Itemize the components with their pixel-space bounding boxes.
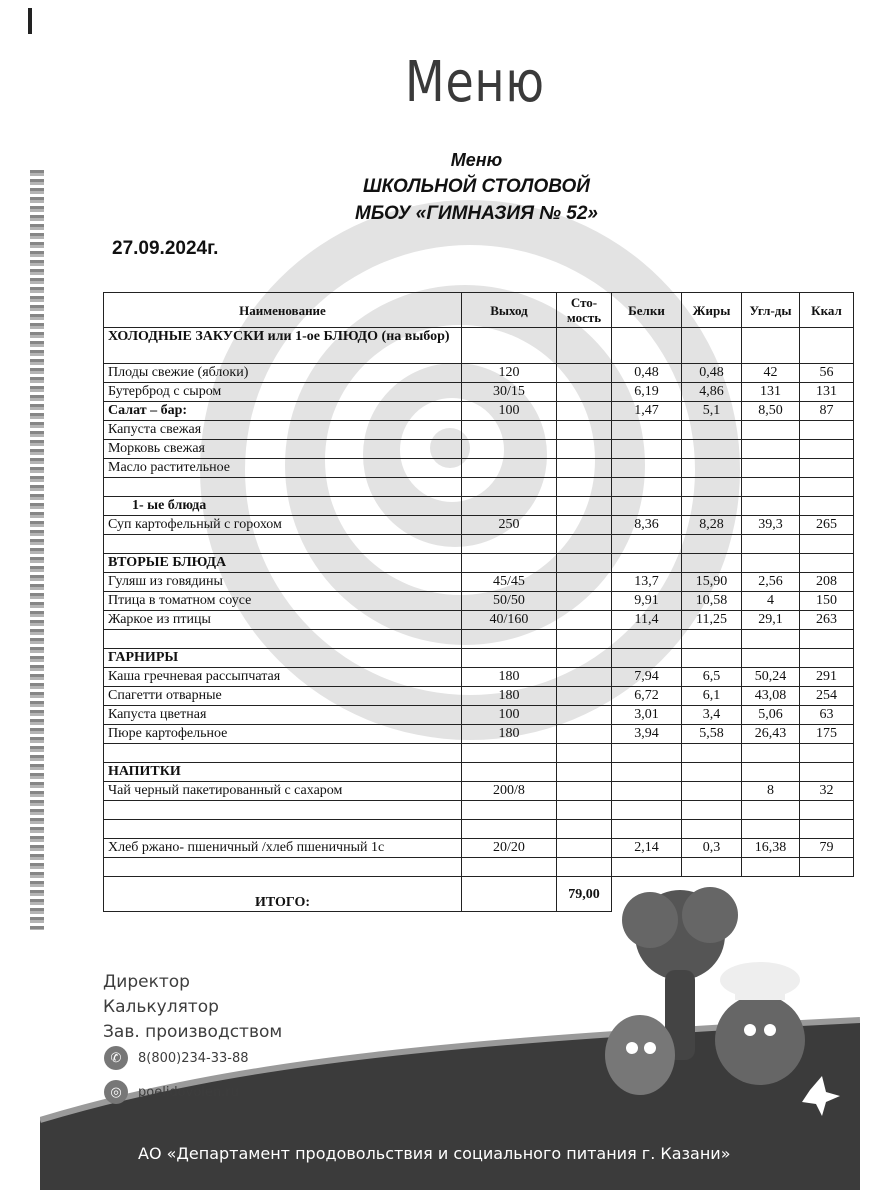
- value-cell: 11,25: [682, 611, 742, 630]
- value-cell: 5,1: [682, 402, 742, 421]
- value-cell: [682, 820, 742, 839]
- value-cell: [557, 459, 612, 478]
- value-cell: [557, 440, 612, 459]
- signature-block: [103, 970, 282, 1045]
- phone-contact: [104, 1046, 249, 1070]
- value-cell: [682, 421, 742, 440]
- dish-name: 1- ые блюда: [104, 497, 462, 516]
- value-cell: 5,58: [682, 725, 742, 744]
- dish-name: Масло растительное: [104, 459, 462, 478]
- value-cell: [557, 801, 612, 820]
- site-url: poelidovolen.ru: [138, 1084, 239, 1100]
- table-row: [104, 535, 854, 554]
- column-header: Ккал: [800, 293, 854, 328]
- value-cell: 40/160: [462, 611, 557, 630]
- dish-name: ХОЛОДНЫЕ ЗАКУСКИ или 1-ое БЛЮДО (на выбор): [104, 328, 462, 364]
- school-title: МБОУ «ГИМНАЗИЯ № 52»: [355, 203, 598, 224]
- value-cell: 4: [742, 592, 800, 611]
- value-cell: 16,38: [742, 839, 800, 858]
- value-cell: 13,7: [612, 573, 682, 592]
- dish-name: Жаркое из птицы: [104, 611, 462, 630]
- total-cost: 79,00: [557, 877, 612, 912]
- value-cell: [800, 820, 854, 839]
- value-cell: 15,90: [682, 573, 742, 592]
- value-cell: [557, 839, 612, 858]
- value-cell: [682, 801, 742, 820]
- value-cell: [557, 630, 612, 649]
- column-header: Белки: [612, 293, 682, 328]
- value-cell: [557, 725, 612, 744]
- phone-icon: ✆: [104, 1046, 128, 1070]
- value-cell: [462, 763, 557, 782]
- value-cell: [612, 440, 682, 459]
- value-cell: [612, 535, 682, 554]
- value-cell: [557, 668, 612, 687]
- value-cell: 45/45: [462, 573, 557, 592]
- table-row: [104, 839, 854, 858]
- value-cell: [682, 630, 742, 649]
- value-cell: [462, 630, 557, 649]
- vegetable-characters-illustration: [560, 880, 850, 1130]
- value-cell: 87: [800, 402, 854, 421]
- value-cell: 4,86: [682, 383, 742, 402]
- dish-name: ВТОРЫЕ БЛЮДА: [104, 554, 462, 573]
- value-cell: 180: [462, 687, 557, 706]
- column-header: Угл-ды: [742, 293, 800, 328]
- value-cell: [800, 744, 854, 763]
- value-cell: [557, 782, 612, 801]
- value-cell: 32: [800, 782, 854, 801]
- value-cell: [557, 687, 612, 706]
- value-cell: [800, 630, 854, 649]
- value-cell: 5,06: [742, 706, 800, 725]
- phone-number: 8(800)234-33-88: [138, 1050, 249, 1066]
- value-cell: 3,94: [612, 725, 682, 744]
- value-cell: 100: [462, 402, 557, 421]
- value-cell: [742, 535, 800, 554]
- value-cell: [462, 535, 557, 554]
- table-row: [104, 687, 854, 706]
- value-cell: [557, 328, 612, 364]
- value-cell: [612, 554, 682, 573]
- scan-edge-left: [30, 170, 44, 930]
- value-cell: [742, 744, 800, 763]
- value-cell: 50/50: [462, 592, 557, 611]
- value-cell: 120: [462, 364, 557, 383]
- table-row: [104, 592, 854, 611]
- value-cell: [612, 328, 682, 364]
- table-row: [104, 858, 854, 877]
- value-cell: [800, 554, 854, 573]
- dish-name: Пюре картофельное: [104, 725, 462, 744]
- column-header: Выход: [462, 293, 557, 328]
- value-cell: [742, 858, 800, 877]
- value-cell: [742, 820, 800, 839]
- value-cell: [800, 763, 854, 782]
- value-cell: [462, 478, 557, 497]
- value-cell: 150: [800, 592, 854, 611]
- value-cell: [800, 858, 854, 877]
- value-cell: 208: [800, 573, 854, 592]
- value-cell: [682, 554, 742, 573]
- value-cell: 79: [800, 839, 854, 858]
- dish-name: Каша гречневая рассыпчатая: [104, 668, 462, 687]
- value-cell: [462, 554, 557, 573]
- dish-name: [104, 630, 462, 649]
- value-cell: 8,50: [742, 402, 800, 421]
- dish-name: Морковь свежая: [104, 440, 462, 459]
- dish-name: Суп картофельный с горохом: [104, 516, 462, 535]
- value-cell: [742, 478, 800, 497]
- value-cell: [557, 383, 612, 402]
- value-cell: [682, 858, 742, 877]
- value-cell: [682, 782, 742, 801]
- dish-name: Плоды свежие (яблоки): [104, 364, 462, 383]
- value-cell: 30/15: [462, 383, 557, 402]
- dish-name: [104, 535, 462, 554]
- value-cell: [557, 744, 612, 763]
- value-cell: [557, 402, 612, 421]
- value-cell: [557, 820, 612, 839]
- value-cell: [682, 440, 742, 459]
- value-cell: [682, 478, 742, 497]
- menu-title: Меню: [450, 150, 503, 170]
- value-cell: [742, 801, 800, 820]
- value-cell: [800, 649, 854, 668]
- table-row: [104, 630, 854, 649]
- value-cell: [612, 630, 682, 649]
- value-cell: [682, 763, 742, 782]
- table-row: [104, 649, 854, 668]
- value-cell: [612, 782, 682, 801]
- value-cell: [612, 497, 682, 516]
- dish-name: Гуляш из говядины: [104, 573, 462, 592]
- value-cell: 0,48: [612, 364, 682, 383]
- table-row: [104, 801, 854, 820]
- table-row: [104, 440, 854, 459]
- value-cell: 20/20: [462, 839, 557, 858]
- value-cell: 100: [462, 706, 557, 725]
- table-row: [104, 421, 854, 440]
- value-cell: [612, 459, 682, 478]
- value-cell: [557, 763, 612, 782]
- value-cell: [800, 801, 854, 820]
- table-row: [104, 725, 854, 744]
- value-cell: 43,08: [742, 687, 800, 706]
- dish-name: [104, 858, 462, 877]
- value-cell: [557, 706, 612, 725]
- canteen-title: ШКОЛЬНОЙ СТОЛОВОЙ: [363, 176, 590, 197]
- value-cell: 175: [800, 725, 854, 744]
- value-cell: 50,24: [742, 668, 800, 687]
- value-cell: [612, 763, 682, 782]
- value-cell: [800, 421, 854, 440]
- value-cell: [742, 763, 800, 782]
- table-row: [104, 763, 854, 782]
- dish-name: [104, 820, 462, 839]
- table-row: [104, 573, 854, 592]
- table-row: [104, 611, 854, 630]
- signature-calculator: Калькулятор: [103, 997, 219, 1017]
- value-cell: [557, 421, 612, 440]
- dish-name: Салат – бар:: [104, 402, 462, 421]
- value-cell: [742, 497, 800, 516]
- value-cell: 3,4: [682, 706, 742, 725]
- value-cell: 39,3: [742, 516, 800, 535]
- value-cell: [557, 554, 612, 573]
- value-cell: [557, 497, 612, 516]
- value-cell: 265: [800, 516, 854, 535]
- value-cell: 8,36: [612, 516, 682, 535]
- value-cell: [462, 801, 557, 820]
- value-cell: 11,4: [612, 611, 682, 630]
- dish-name: Спагетти отварные: [104, 687, 462, 706]
- value-cell: 6,19: [612, 383, 682, 402]
- dish-name: Капуста свежая: [104, 421, 462, 440]
- value-cell: 26,43: [742, 725, 800, 744]
- value-cell: 8: [742, 782, 800, 801]
- table-row: [104, 459, 854, 478]
- value-cell: 263: [800, 611, 854, 630]
- value-cell: [742, 328, 800, 364]
- table-row: [104, 402, 854, 421]
- value-cell: [612, 801, 682, 820]
- value-cell: [612, 649, 682, 668]
- value-cell: [742, 440, 800, 459]
- value-cell: [557, 364, 612, 383]
- footer-company: АО «Департамент продовольствия и социального питания г. Казани»: [138, 1144, 731, 1163]
- value-cell: [462, 440, 557, 459]
- table-row: [104, 478, 854, 497]
- value-cell: [462, 459, 557, 478]
- dish-name: Птица в томатном соусе: [104, 592, 462, 611]
- value-cell: 180: [462, 725, 557, 744]
- value-cell: [742, 630, 800, 649]
- value-cell: 10,58: [682, 592, 742, 611]
- table-row: [104, 364, 854, 383]
- value-cell: [557, 592, 612, 611]
- value-cell: [742, 649, 800, 668]
- dish-name: [104, 801, 462, 820]
- value-cell: [557, 611, 612, 630]
- value-cell: [557, 516, 612, 535]
- value-cell: [800, 497, 854, 516]
- table-row: [104, 328, 854, 364]
- value-cell: [682, 328, 742, 364]
- value-cell: 180: [462, 668, 557, 687]
- value-cell: 131: [800, 383, 854, 402]
- column-header: Наименование: [104, 293, 462, 328]
- dish-name: Чай черный пакетированный с сахаром: [104, 782, 462, 801]
- dish-name: ГАРНИРЫ: [104, 649, 462, 668]
- value-cell: [800, 459, 854, 478]
- dish-name: Бутерброд с сыром: [104, 383, 462, 402]
- value-cell: [612, 478, 682, 497]
- column-header: Жиры: [682, 293, 742, 328]
- value-cell: 7,94: [612, 668, 682, 687]
- table-row: [104, 668, 854, 687]
- value-cell: 0,3: [682, 839, 742, 858]
- scan-edge-top: [28, 8, 32, 34]
- value-cell: [682, 649, 742, 668]
- site-contact: [104, 1080, 239, 1104]
- table-row: [104, 782, 854, 801]
- value-cell: 2,14: [612, 839, 682, 858]
- value-cell: 6,72: [612, 687, 682, 706]
- table-row: [104, 706, 854, 725]
- value-cell: 3,01: [612, 706, 682, 725]
- value-cell: 200/8: [462, 782, 557, 801]
- value-cell: [612, 744, 682, 763]
- value-cell: [682, 744, 742, 763]
- globe-icon: ◎: [104, 1080, 128, 1104]
- total-empty: [462, 877, 557, 912]
- value-cell: 8,28: [682, 516, 742, 535]
- value-cell: [742, 459, 800, 478]
- value-cell: 131: [742, 383, 800, 402]
- value-cell: 291: [800, 668, 854, 687]
- value-cell: [682, 459, 742, 478]
- dish-name: Хлеб ржано- пшеничный /хлеб пшеничный 1с: [104, 839, 462, 858]
- table-row: [104, 744, 854, 763]
- value-cell: [462, 328, 557, 364]
- menu-date: 27.09.2024г.: [112, 238, 219, 259]
- value-cell: [462, 820, 557, 839]
- value-cell: 29,1: [742, 611, 800, 630]
- value-cell: [800, 478, 854, 497]
- value-cell: [557, 649, 612, 668]
- value-cell: 1,47: [612, 402, 682, 421]
- value-cell: [462, 421, 557, 440]
- dish-name: Капуста цветная: [104, 706, 462, 725]
- value-cell: [557, 573, 612, 592]
- value-cell: [462, 858, 557, 877]
- table-header-row: [104, 293, 854, 328]
- value-cell: [800, 440, 854, 459]
- value-cell: 0,48: [682, 364, 742, 383]
- value-cell: [682, 497, 742, 516]
- value-cell: [557, 478, 612, 497]
- value-cell: [462, 497, 557, 516]
- value-cell: 42: [742, 364, 800, 383]
- value-cell: 2,56: [742, 573, 800, 592]
- dish-name: [104, 478, 462, 497]
- value-cell: 6,1: [682, 687, 742, 706]
- value-cell: [742, 554, 800, 573]
- signature-director: Директор: [103, 972, 190, 992]
- total-label: ИТОГО:: [104, 877, 462, 912]
- menu-table: [103, 292, 854, 912]
- value-cell: 6,5: [682, 668, 742, 687]
- value-cell: [800, 535, 854, 554]
- value-cell: [557, 858, 612, 877]
- table-row: [104, 383, 854, 402]
- table-row: [104, 497, 854, 516]
- signature-production-head: Зав. производством: [103, 1022, 283, 1042]
- value-cell: 56: [800, 364, 854, 383]
- value-cell: [612, 820, 682, 839]
- value-cell: [612, 421, 682, 440]
- value-cell: 63: [800, 706, 854, 725]
- value-cell: [682, 535, 742, 554]
- table-row: [104, 516, 854, 535]
- column-header: Сто-мость: [557, 293, 612, 328]
- value-cell: 250: [462, 516, 557, 535]
- table-row: [104, 820, 854, 839]
- table-row: [104, 554, 854, 573]
- value-cell: [462, 744, 557, 763]
- value-cell: [800, 328, 854, 364]
- value-cell: 9,91: [612, 592, 682, 611]
- value-cell: 254: [800, 687, 854, 706]
- value-cell: [462, 649, 557, 668]
- dish-name: [104, 744, 462, 763]
- value-cell: [612, 858, 682, 877]
- value-cell: [557, 535, 612, 554]
- value-cell: [742, 421, 800, 440]
- handwritten-title: Меню: [405, 50, 545, 115]
- dish-name: НАПИТКИ: [104, 763, 462, 782]
